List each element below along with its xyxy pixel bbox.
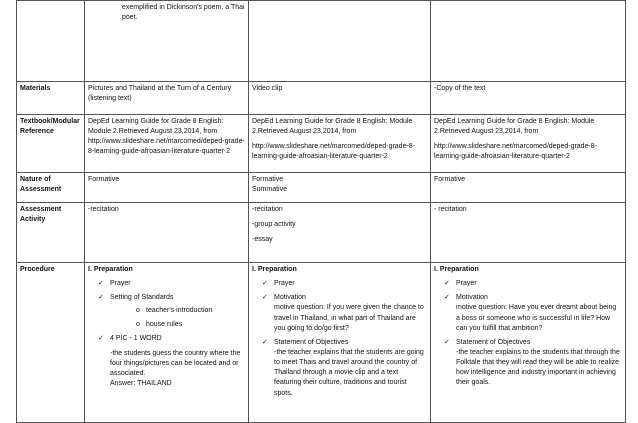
list-item (434, 279, 622, 289)
nature-col3: Formative (431, 173, 626, 203)
activity-col2 (249, 203, 431, 263)
circle-bullet-icon: o (136, 307, 140, 315)
list-item (252, 279, 427, 289)
list-item-label: Setting of Standards (110, 294, 174, 302)
sub-list-item (110, 306, 245, 316)
sub-list-label: house rules (146, 320, 183, 328)
check-icon: ✓ (444, 338, 450, 346)
nature-col2 (249, 173, 431, 203)
activity-col3: - recitation (431, 203, 626, 263)
game-note: -the students guess the country where the four things/pictures can be located and or associated. (110, 349, 241, 378)
textbook-col2-link[interactable]: http://www.slideshare.net/marcomed/deped-grade-8-learning-guide-afroasian-literature-quarter-2 (252, 143, 416, 161)
procedure-col3-heading: I. Preparation (434, 266, 479, 273)
motivation-text: motive question: If you were given the chance to travel in Thailand, in what part of Thailand are you going to do/go first? (274, 304, 424, 332)
table-row (17, 82, 626, 115)
nature-col2-formative: Formative (252, 176, 284, 183)
list-item-label: Motivation (456, 294, 488, 302)
list-item (88, 293, 245, 329)
row-label-procedure: Procedure (17, 263, 85, 423)
nature-col2-summative: Summative (252, 186, 288, 194)
table-row (17, 173, 626, 203)
game-answer: Answer: THAILAND (110, 380, 172, 388)
list-item (434, 293, 622, 334)
activity-col2-recitation: -recitation (252, 206, 283, 213)
list-item (88, 334, 245, 344)
procedure-col2-heading: I. Preparation (252, 266, 297, 273)
textbook-col1: DepEd Learning Guide for Grade 8 English: Module 2.Retrieved August 23,2014, from http://www.slideshare.net/marcomed/deped-grade-8-learning-guide-afroasian-literature-quarter-2 (85, 115, 249, 173)
standards-sublist (110, 306, 245, 329)
check-icon: ✓ (98, 334, 104, 342)
lesson-plan-table (16, 0, 626, 423)
check-icon: ✓ (444, 280, 450, 288)
list-item-label: Statement of Objectives (456, 338, 531, 346)
cell-empty (17, 1, 85, 82)
objective-text: exemplified in Dickinson's poem, a Thai poet. (122, 4, 245, 22)
table-row (17, 263, 626, 423)
row-label-nature: Nature of Assessment (17, 173, 85, 203)
materials-col2: Video clip (249, 82, 431, 115)
objective-cell (85, 1, 249, 82)
materials-col3: -Copy of the text (431, 82, 626, 115)
check-icon: ✓ (262, 338, 268, 346)
activity-col2-essay: -essay (252, 236, 273, 244)
procedure-col1 (85, 263, 249, 423)
check-icon: ✓ (262, 294, 268, 302)
table-row (17, 1, 626, 82)
check-icon: ✓ (444, 294, 450, 302)
cell-empty (249, 1, 431, 82)
list-item-label: 4 PIC - 1 WORD (110, 334, 162, 342)
cell-empty (431, 1, 626, 82)
list-item (88, 279, 245, 289)
textbook-col3-source: DepEd Learning Guide for Grade 8 English: Module 2.Retrieved August 23,2014, from (434, 118, 595, 136)
sub-list-item (110, 320, 245, 330)
row-label-materials: Materials (17, 82, 85, 115)
activity-col2-group: -group activity (252, 221, 296, 229)
list-item-label: Prayer (274, 280, 295, 288)
textbook-col3 (431, 115, 626, 173)
list-item-label: Motivation (274, 294, 306, 302)
procedure-col3 (431, 263, 626, 423)
list-item (252, 293, 427, 334)
textbook-col2-source: DepEd Learning Guide for Grade 8 English: Module 2.Retrieved August 23,2014, from (252, 118, 413, 136)
table-row (17, 203, 626, 263)
nature-col1: Formative (85, 173, 249, 203)
objectives-text: -the teacher explains to the students that through the Folktale that they will read they will be able to realize how intelligence and industry important in achieving their goals. (456, 348, 620, 387)
activity-col1: -recitation (85, 203, 249, 263)
list-item (252, 338, 427, 399)
list-item-label: Prayer (110, 280, 131, 288)
check-icon: ✓ (98, 280, 104, 288)
procedure-col1-list (88, 279, 245, 344)
objectives-text: -the teacher explains that the students are going to meet Thais and travel around the country of Thailand through a movie clip and a text featuring their culture, traditions and tourist spots. (274, 348, 424, 397)
sub-list-label: teacher's introduction (146, 307, 213, 315)
procedure-col1-heading: I. Preparation (88, 266, 133, 273)
textbook-col3-link[interactable]: http://www.slideshare.net/marcomed/deped-grade-8-learning-guide-afroasian-literature-quarter-2 (434, 143, 598, 161)
check-icon: ✓ (98, 294, 104, 302)
circle-bullet-icon: o (136, 320, 140, 328)
motivation-text: motive question: Have you ever dreamt about being a boss or someone who is successful in life? How can you fulfill that ambition? (456, 304, 617, 332)
textbook-col2 (249, 115, 431, 173)
procedure-col2-list (252, 279, 427, 399)
row-label-activity: Assessment Activity (17, 203, 85, 263)
procedure-col2 (249, 263, 431, 423)
list-item (434, 338, 622, 389)
materials-col1: Pictures and Thailand at the Turn of a Century (listening text) (85, 82, 249, 115)
row-label-textbook: Textbook/Modular Reference (17, 115, 85, 173)
list-item-label: Statement of Objectives (274, 338, 349, 346)
check-icon: ✓ (262, 280, 268, 288)
list-item-label: Prayer (456, 280, 477, 288)
table-row (17, 115, 626, 173)
procedure-col3-list (434, 279, 622, 388)
